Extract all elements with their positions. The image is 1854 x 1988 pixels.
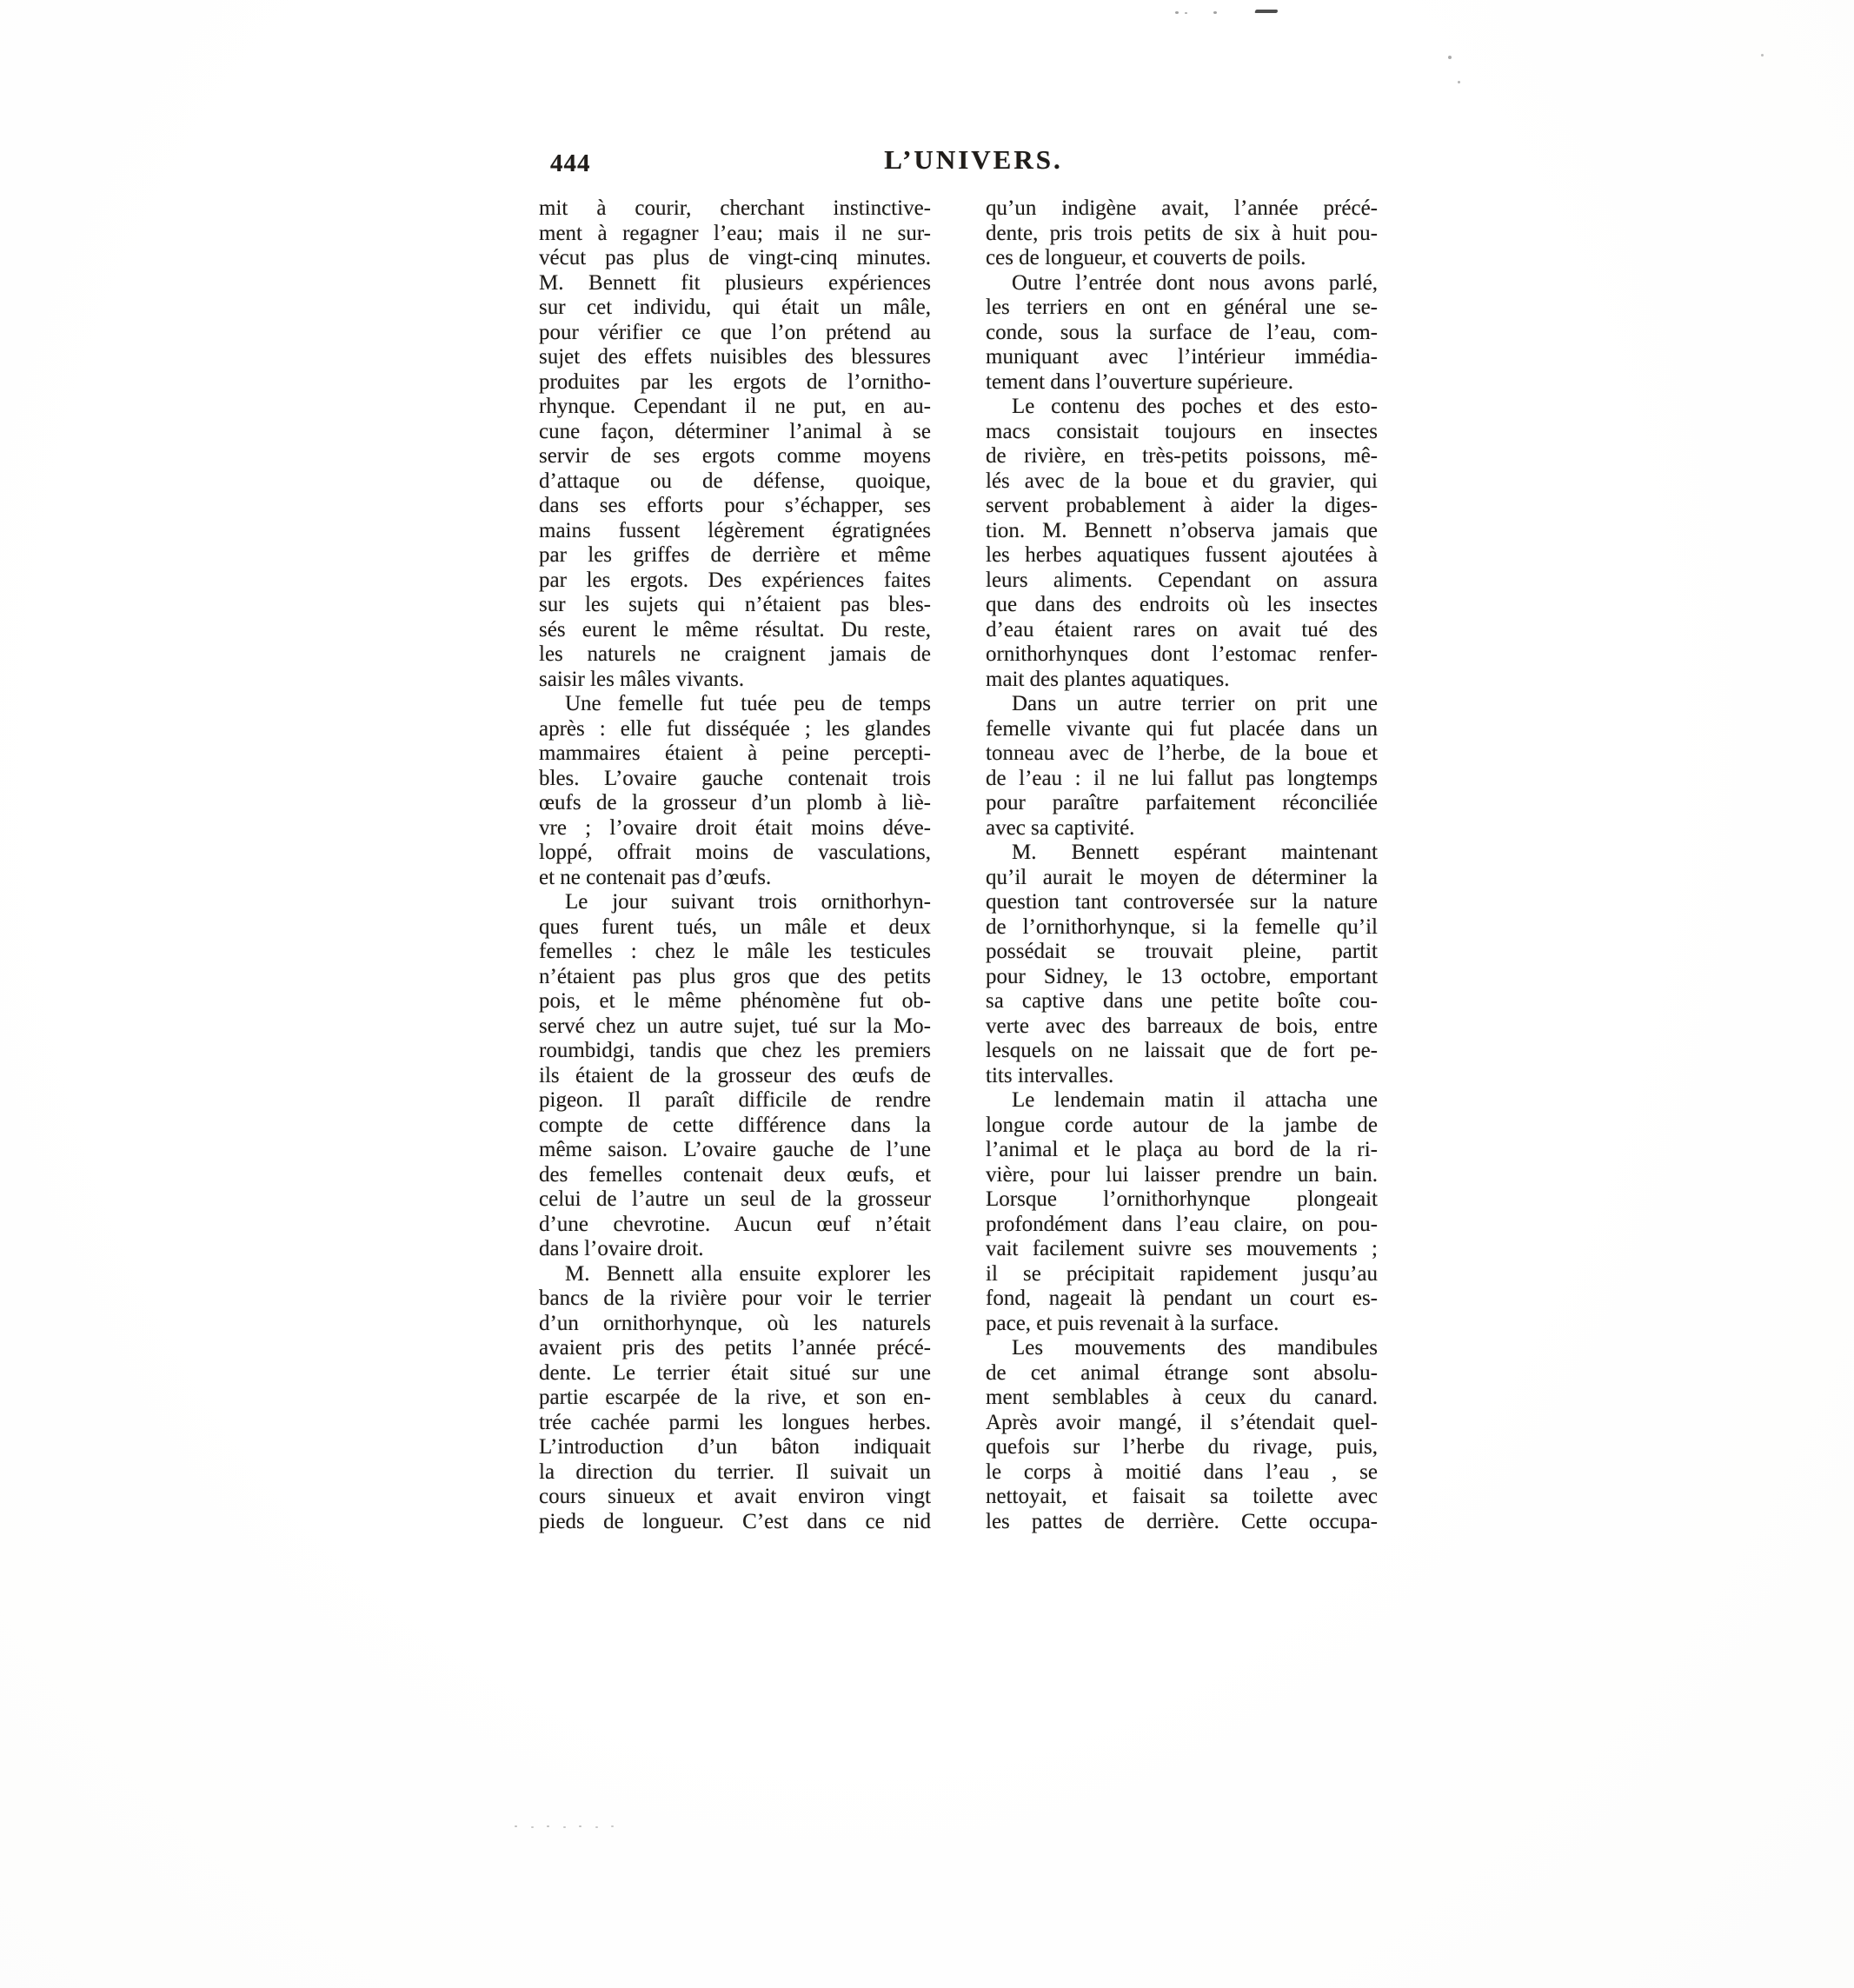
text-line: vière, pour lui laisser prendre un bain. (986, 1162, 1378, 1187)
paragraph (986, 841, 1378, 1088)
paragraph (539, 196, 931, 692)
running-title: L’UNIVERS. (884, 144, 1063, 175)
text-line: Outre l’entrée dont nous avons parlé, (1012, 270, 1378, 295)
scan-speck (563, 1826, 566, 1828)
text-line: M. Bennett fit plusieurs expériences (539, 270, 931, 295)
text-line: macs consistait toujours en insectes (986, 419, 1378, 443)
text-line: n’étaient pas plus gros que des petits (539, 964, 931, 988)
text-line: servent probablement à aider la diges- (986, 494, 1378, 517)
scan-speck (1448, 56, 1452, 59)
text-line: sujet des effets nuisibles des blessures (539, 345, 931, 369)
text-line: vait facilement suivre ses mouvements ; (986, 1237, 1378, 1260)
text-line: question tant controversée sur la nature (986, 890, 1378, 914)
scan-speck (1458, 81, 1460, 83)
text-line: pour vérifier ce que l’on prétend au (539, 320, 931, 344)
text-line: mammaires étaient à peine percepti- (539, 741, 931, 765)
text-line: tonneau avec de l’herbe, de la boue et (986, 741, 1378, 765)
text-line: verte avec des barreaux de bois, entre (986, 1014, 1378, 1038)
text-line: par les ergots. Des expériences faites (539, 568, 931, 592)
text-line: cours sinueux et avait environ vingt (539, 1485, 931, 1508)
text-line: ment à regagner l’eau; mais il ne sur- (539, 221, 931, 245)
text-line: lesquels on ne laissait que de fort pe- (986, 1039, 1378, 1062)
scan-speck (611, 1825, 614, 1827)
text-line: ques furent tués, un mâle et deux (539, 914, 931, 939)
text-line: pour Sidney, le 13 octobre, emportant (986, 964, 1378, 988)
text-line: Le contenu des poches et des esto- (1012, 395, 1378, 418)
text-line: sur cet individu, qui était un mâle, (539, 296, 931, 319)
text-line: dans l’ovaire droit. (539, 1237, 704, 1260)
text-line: Dans un autre terrier on prit une (1012, 692, 1378, 715)
text-line: qu’un indigène avait, l’année précé- (986, 196, 1378, 220)
text-line: vre ; l’ovaire droit était moins déve- (539, 815, 931, 840)
text-line: les naturels ne craignent jamais de (539, 642, 931, 666)
text-line: pigeon. Il paraît difficile de rendre (539, 1088, 931, 1112)
text-line: muniquant avec l’intérieur immédia- (986, 345, 1378, 369)
text-line: femelle vivante qui fut placée dans un (986, 716, 1378, 741)
text-columns (539, 196, 1378, 1534)
paragraph (986, 395, 1378, 692)
text-line: ces de longueur, et couverts de poils. (986, 246, 1306, 269)
scan-speck (1175, 11, 1179, 14)
page-number: 444 (550, 150, 591, 177)
scan-speck (531, 1826, 534, 1828)
text-line: M. Bennett alla ensuite explorer les (565, 1261, 931, 1286)
text-line: avec sa captivité. (986, 815, 1135, 840)
text-line: partie escarpée de la rive, et son en- (539, 1386, 931, 1409)
text-line: sur les sujets qui n’étaient pas bles- (539, 593, 931, 616)
text-line: servir de ses ergots comme moyens (539, 444, 931, 468)
text-line: M. Bennett espérant maintenant (1012, 841, 1378, 864)
text-line: saisir les mâles vivants. (539, 667, 745, 691)
scan-speck (515, 1825, 517, 1827)
paragraph (986, 196, 1378, 271)
text-line: de l’ornithorhynque, si la femelle qu’il (986, 914, 1378, 939)
text-line: conde, sous la surface de l’eau, com- (986, 320, 1378, 344)
text-line: vécut pas plus de vingt-cinq minutes. (539, 246, 931, 269)
scan-speck (579, 1825, 581, 1827)
text-line: loppé, offrait moins de vasculations, (539, 841, 931, 864)
text-column-left (539, 196, 931, 1534)
text-line: l’animal et le plaça au bord de la ri- (986, 1138, 1378, 1161)
text-line: les terriers en ont en général une se- (986, 296, 1378, 319)
scan-speck (547, 1825, 549, 1827)
text-line: Le jour suivant trois ornithorhyn- (565, 890, 931, 914)
text-line: celui de l’autre un seul de la grosseur (539, 1187, 931, 1211)
text-line: dans ses efforts pour s’échapper, ses (539, 494, 931, 517)
text-line: par les griffes de derrière et même (539, 543, 931, 567)
text-line: dente. Le terrier était situé sur une (539, 1360, 931, 1385)
text-line: la direction du terrier. Il suivait un (539, 1459, 931, 1484)
text-column-right (986, 196, 1378, 1534)
text-line: que dans des endroits où les insectes (986, 593, 1378, 616)
text-line: d’eau étaient rares on avait tué des (986, 617, 1378, 642)
paragraph (986, 1336, 1378, 1534)
text-line: d’attaque ou de défense, quoique, (539, 469, 931, 493)
text-line: ornithorhynques dont l’estomac renfer- (986, 642, 1378, 666)
paragraph (986, 692, 1378, 841)
text-line: après : elle fut disséquée ; les glandes (539, 716, 931, 741)
text-line: le corps à moitié dans l’eau , se (986, 1459, 1378, 1484)
text-line: il se précipitait rapidement jusqu’au (986, 1261, 1378, 1286)
text-line: compte de cette différence dans la (539, 1113, 931, 1137)
text-line: tits intervalles. (986, 1063, 1114, 1087)
text-line: quefois sur l’herbe du rivage, puis, (986, 1435, 1378, 1459)
text-line: et ne contenait pas d’œufs. (539, 865, 772, 889)
scan-speck (1185, 12, 1187, 14)
text-line: mains fussent légèrement égratignées (539, 518, 931, 542)
text-line: rhynque. Cependant il ne put, en au- (539, 395, 931, 418)
text-line: d’un ornithorhynque, où les naturels (539, 1311, 931, 1335)
text-line: roumbidgi, tandis que chez les premiers (539, 1039, 931, 1062)
text-line: bles. L’ovaire gauche contenait trois (539, 766, 931, 790)
text-line: les pattes de derrière. Cette occupa- (986, 1509, 1378, 1533)
text-line: cune façon, déterminer l’animal à se (539, 419, 931, 443)
text-line: Le lendemain matin il attacha une (1012, 1088, 1378, 1112)
text-line: Une femelle fut tuée peu de temps (565, 692, 931, 715)
text-line: Lorsque l’ornithorhynque plongeait (986, 1187, 1378, 1211)
text-line: longue corde autour de la jambe de (986, 1113, 1378, 1137)
paragraph (539, 1262, 931, 1535)
text-line: produites par les ergots de l’ornitho- (539, 369, 931, 394)
text-line: même saison. L’ovaire gauche de l’une (539, 1138, 931, 1161)
text-line: L’introduction d’un bâton indiquait (539, 1435, 931, 1459)
text-line: d’une chevrotine. Aucun œuf n’était (539, 1212, 931, 1236)
text-line: ment semblables à ceux du canard. (986, 1386, 1378, 1409)
text-line: pieds de longueur. C’est dans ce nid (539, 1509, 931, 1533)
text-line: nettoyait, et faisait sa toilette avec (986, 1485, 1378, 1508)
text-line: fond, nageait là pendant un court es- (986, 1287, 1378, 1310)
text-line: tement dans l’ouverture supérieure. (986, 369, 1294, 394)
text-line: mait des plantes aquatiques. (986, 667, 1230, 691)
text-line: pace, et puis revenait à la surface. (986, 1311, 1279, 1335)
text-line: trée cachée parmi les longues herbes. (539, 1410, 931, 1434)
text-line: des femelles contenait deux œufs, et (539, 1162, 931, 1187)
text-line: bancs de la rivière pour voir le terrier (539, 1287, 931, 1310)
paragraph (986, 271, 1378, 396)
paragraph (539, 692, 931, 890)
text-line: sa captive dans une petite boîte cou- (986, 989, 1378, 1013)
scan-speck (1213, 11, 1217, 14)
text-line: les herbes aquatiques fussent ajoutées à (986, 543, 1378, 567)
paragraph (539, 890, 931, 1262)
text-line: ils étaient de la grosseur des œufs de (539, 1063, 931, 1087)
text-line: œufs de la grosseur d’un plomb à liè- (539, 791, 931, 814)
text-line: profondément dans l’eau claire, on pou- (986, 1212, 1378, 1236)
text-line: de l’eau : il ne lui fallut pas longtemps (986, 766, 1378, 790)
scan-speck (595, 1826, 598, 1828)
scan-speck (1761, 54, 1764, 57)
text-line: possédait se trouvait pleine, partit (986, 940, 1378, 963)
text-line: pour paraître parfaitement réconciliée (986, 791, 1378, 814)
text-line: dente, pris trois petits de six à huit pou- (986, 221, 1378, 245)
paragraph (986, 1088, 1378, 1336)
text-line: lés avec de la boue et du gravier, qui (986, 469, 1378, 493)
text-line: leurs aliments. Cependant on assura (986, 568, 1378, 592)
text-line: avaient pris des petits l’année précé- (539, 1336, 931, 1360)
text-line: servé chez un autre sujet, tué sur la Mo- (539, 1014, 931, 1038)
scan-dash (1254, 10, 1278, 13)
text-line: tion. M. Bennett n’observa jamais que (986, 518, 1378, 542)
text-line: de cet animal étrange sont absolu- (986, 1360, 1378, 1385)
text-line: femelles : chez le mâle les testicules (539, 940, 931, 963)
text-line: mit à courir, cherchant instinctive- (539, 196, 931, 220)
text-line: pois, et le même phénomène fut ob- (539, 989, 931, 1013)
text-line: de rivière, en très-petits poissons, mê- (986, 444, 1378, 468)
text-line: qu’il aurait le moyen de déterminer la (986, 865, 1378, 889)
text-line: Après avoir mangé, il s’étendait quel- (986, 1410, 1378, 1434)
text-line: sés eurent le même résultat. Du reste, (539, 617, 931, 642)
text-line: Les mouvements des mandibules (1012, 1336, 1378, 1360)
